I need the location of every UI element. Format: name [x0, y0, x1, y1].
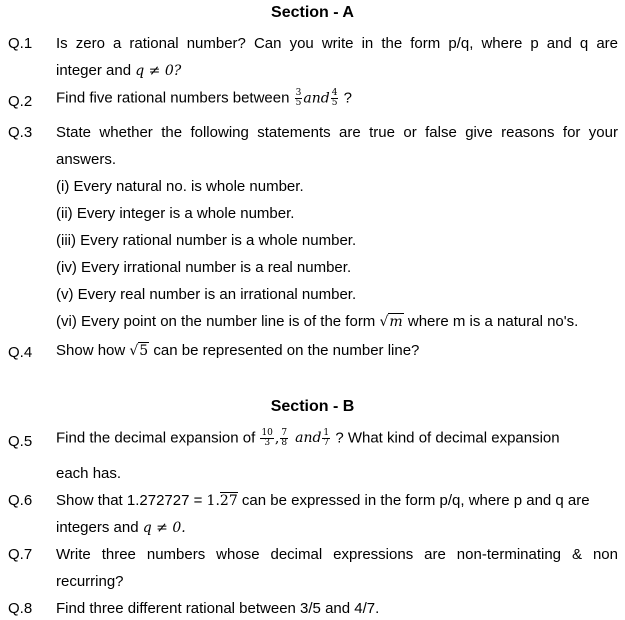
numerator: 7 — [281, 428, 288, 438]
text: where m is a natural no's. — [403, 313, 579, 330]
fraction — [295, 89, 303, 108]
denominator: 8 — [281, 438, 288, 448]
question-text — [56, 519, 186, 536]
question-number: Q.7 — [8, 546, 33, 563]
fraction — [280, 429, 288, 448]
text: (vi) Every point on the number line is of the form — [56, 313, 380, 330]
text: Find the decimal expansion of — [56, 429, 260, 447]
numerator: 1 — [323, 428, 330, 438]
list-item: (iv) Every irrational number is a real number. — [56, 259, 352, 276]
denominator: 7 — [323, 438, 330, 448]
numerator: 3 — [295, 88, 302, 98]
denominator: 3 — [264, 438, 271, 448]
question-number: Q.3 — [8, 124, 33, 141]
square-root: √m — [379, 314, 403, 330]
text: Find five rational numbers between — [56, 89, 294, 107]
section-b-heading: Section - B — [270, 398, 355, 415]
question-text — [56, 342, 419, 359]
fraction — [331, 89, 339, 108]
comma: , — [274, 430, 280, 447]
math-expression: q ≠ 0. — [142, 520, 186, 536]
question-text — [56, 429, 618, 448]
numerator: 10 — [261, 428, 273, 438]
question-text: Find three different rational between 3/5 and 4/7. — [56, 600, 380, 617]
text: integers and — [56, 519, 143, 536]
denominator: 5 — [331, 98, 338, 108]
math-word: and — [303, 90, 330, 107]
question-text: Is zero a rational number? Can you write in the form p/q, where p and q are — [56, 35, 618, 52]
list-item: (iii) Every rational number is a whole number. — [56, 232, 357, 249]
question-number: Q.6 — [8, 492, 33, 509]
text: ? What kind of decimal expansion — [331, 429, 560, 447]
question-text — [56, 62, 181, 79]
math-expression: 1. — [206, 493, 220, 509]
math-expression: q ≠ 0? — [135, 63, 182, 79]
list-item — [56, 313, 578, 330]
radicand: m — [389, 314, 403, 330]
question-text: each has. — [56, 465, 122, 482]
section-a-heading: Section - A — [271, 4, 354, 21]
question-text: Write three numbers whose decimal expressions are non-terminating & non — [56, 546, 618, 563]
text: Show that 1.272727 = — [56, 492, 207, 509]
math-word: and — [295, 430, 322, 447]
list-item: (v) Every real number is an irrational number. — [56, 286, 357, 303]
text: Show how — [56, 342, 130, 359]
question-number: Q.4 — [8, 344, 33, 361]
numerator: 4 — [331, 88, 338, 98]
question-text: answers. — [56, 151, 117, 168]
repeating-digits: 27 — [219, 493, 238, 509]
text: can be represented on the number line? — [149, 342, 420, 359]
question-number: Q.5 — [8, 433, 33, 450]
question-number: Q.1 — [8, 35, 33, 52]
list-item: (i) Every natural no. is whole number. — [56, 178, 304, 195]
question-number: Q.2 — [8, 93, 33, 110]
question-number: Q.8 — [8, 600, 33, 617]
square-root: √5 — [129, 343, 149, 359]
list-item: (ii) Every integer is a whole number. — [56, 205, 295, 222]
text: integer and — [56, 62, 136, 79]
text: can be expressed in the form p/q, where p and q are — [237, 492, 590, 509]
question-text — [56, 492, 590, 509]
question-text: recurring? — [56, 573, 124, 590]
fraction — [322, 429, 330, 448]
fraction — [260, 429, 273, 448]
text: ? — [339, 89, 352, 107]
denominator: 5 — [295, 98, 302, 108]
radicand: 5 — [139, 343, 149, 359]
question-text — [56, 89, 352, 108]
question-text: State whether the following statements are true or false give reasons for your — [56, 124, 618, 141]
